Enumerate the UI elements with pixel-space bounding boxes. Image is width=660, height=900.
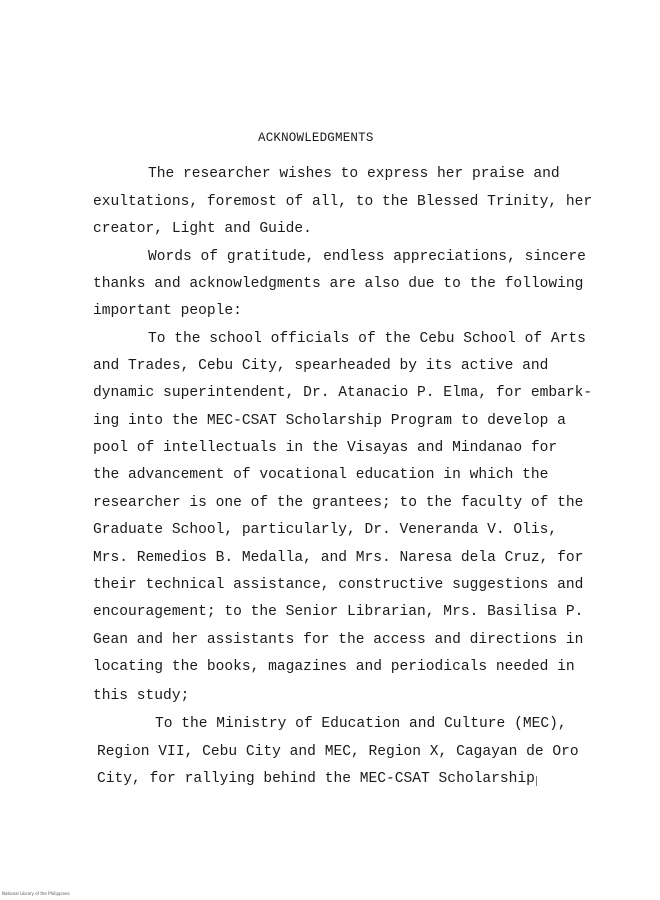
text-line: the advancement of vocational education in which the	[93, 467, 549, 483]
text-line: ing into the MEC-CSAT Scholarship Program to develop a	[93, 413, 566, 429]
page-title: ACKNOWLEDGMENTS	[258, 131, 374, 145]
text-line: Mrs. Remedios B. Medalla, and Mrs. Naresa dela Cruz, for	[93, 550, 584, 566]
text-line: thanks and acknowledgments are also due to the following	[93, 276, 584, 292]
scan-mark	[536, 776, 537, 786]
text-line: Gean and her assistants for the access and directions in	[93, 632, 584, 648]
library-footer: National Library of the Philippines	[2, 891, 70, 896]
text-line: important people:	[93, 303, 242, 319]
text-line: creator, Light and Guide.	[93, 221, 312, 237]
text-line: pool of intellectuals in the Visayas and Mindanao for	[93, 440, 558, 456]
text-line: To the school officials of the Cebu School of Arts	[148, 331, 586, 347]
text-line: City, for rallying behind the MEC-CSAT Scholarship	[97, 771, 535, 787]
text-line: locating the books, magazines and periodicals needed in	[93, 659, 575, 675]
text-line: researcher is one of the grantees; to the faculty of the	[93, 495, 584, 511]
text-line: this study;	[93, 688, 190, 704]
text-line: Region VII, Cebu City and MEC, Region X, Cagayan de Oro	[97, 744, 579, 760]
text-line: their technical assistance, constructive suggestions and	[93, 577, 584, 593]
text-line: dynamic superintendent, Dr. Atanacio P. Elma, for embark-	[93, 385, 593, 401]
text-line: encouragement; to the Senior Librarian, Mrs. Basilisa P.	[93, 604, 584, 620]
text-line: Graduate School, particularly, Dr. Veneranda V. Olis,	[93, 522, 558, 538]
text-line: To the Ministry of Education and Culture (MEC),	[155, 716, 567, 732]
text-line: Words of gratitude, endless appreciations, sincere	[148, 249, 586, 265]
text-line: The researcher wishes to express her praise and	[148, 166, 560, 182]
text-line: exultations, foremost of all, to the Blessed Trinity, her	[93, 194, 593, 210]
text-line: and Trades, Cebu City, spearheaded by its active and	[93, 358, 549, 374]
